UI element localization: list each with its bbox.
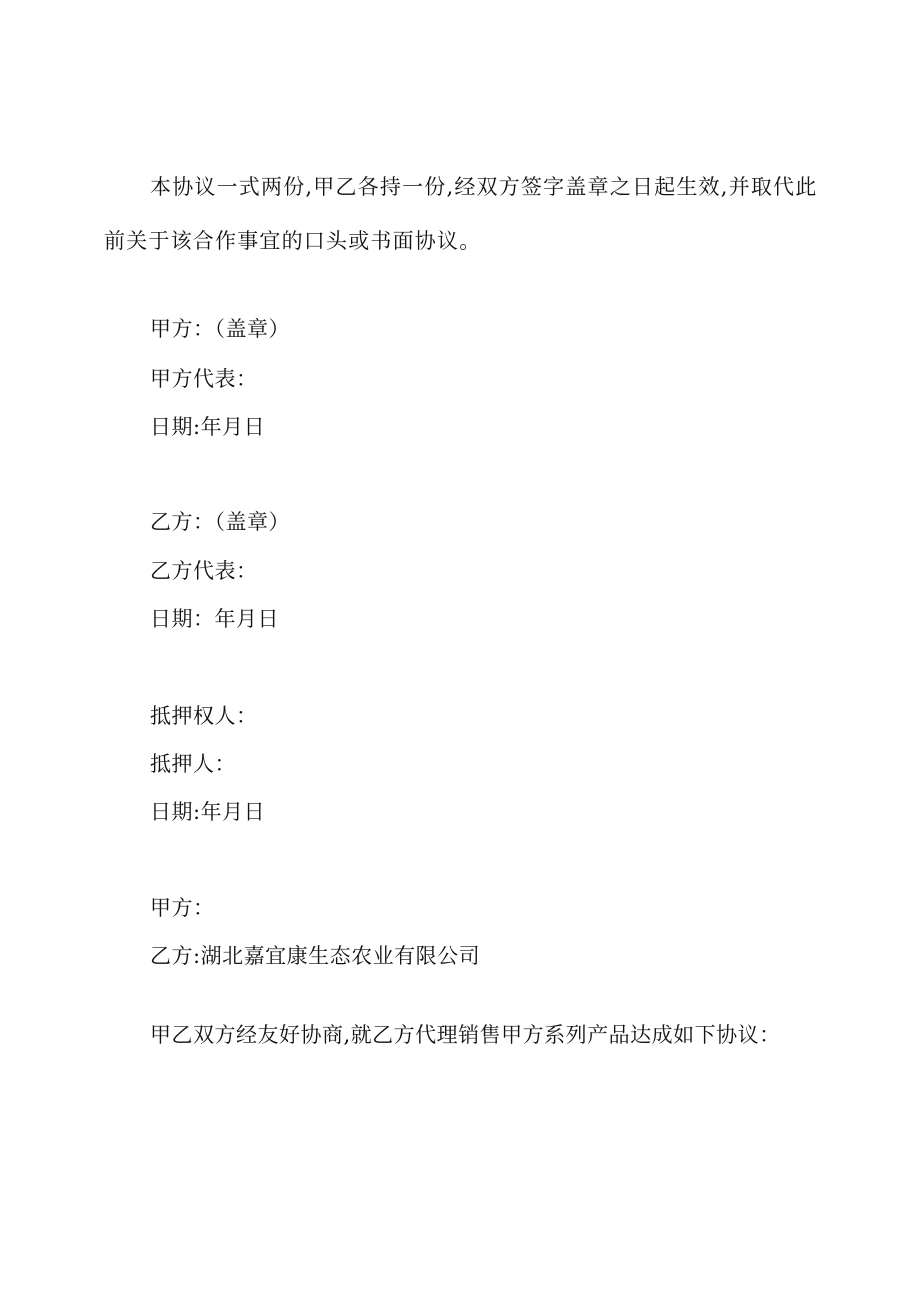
party-a-seal: 甲方：（盖章）	[150, 317, 290, 341]
closing-paragraph: 甲乙双方经友好协商,就乙方代理销售甲方系列产品达成如下协议：	[150, 1023, 781, 1047]
party-b-representative: 乙方代表：	[150, 559, 258, 583]
party-a-representative: 甲方代表：	[150, 367, 258, 391]
intro-paragraph-line-2: 前关于该合作事宜的口头或书面协议。	[104, 229, 482, 253]
mortgagor-label: 抵押人：	[150, 752, 236, 776]
party-a-label: 甲方：	[150, 896, 215, 920]
party-b-company: 乙方:湖北嘉宜康生态农业有限公司	[150, 944, 481, 968]
party-a-date: 日期:年月日	[150, 415, 266, 439]
mortgage-date: 日期:年月日	[150, 800, 266, 824]
party-b-date: 日期：年月日	[150, 607, 279, 631]
intro-paragraph-line-1: 本协议一式两份,甲乙各持一份,经双方签字盖章之日起生效,并取代此	[150, 175, 818, 199]
mortgagee-label: 抵押权人：	[150, 704, 258, 728]
party-b-seal: 乙方：（盖章）	[150, 510, 290, 534]
